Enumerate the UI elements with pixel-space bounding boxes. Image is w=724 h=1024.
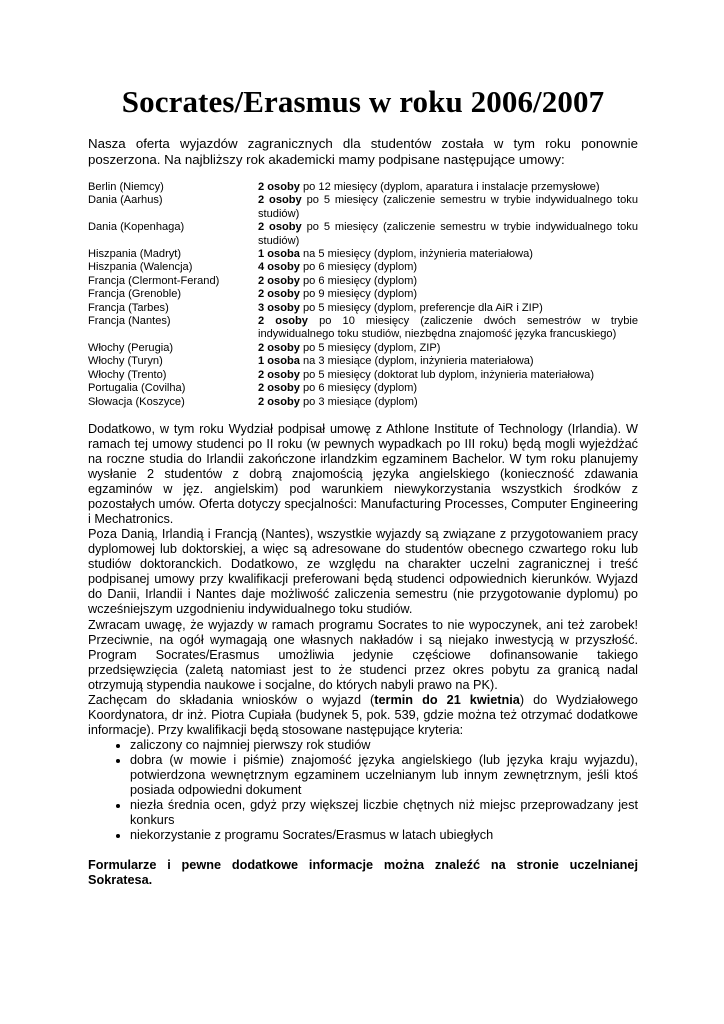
criteria-item: • niezła średnia ocen, gdyż przy większej liczbie chętnych niż miejsc przeprowadzany jest konkurs — [130, 798, 638, 828]
agreement-details: po 12 miesięcy (dyplom, aparatura i instalacje przemysłowe) — [299, 181, 600, 193]
agreement-row — [88, 315, 638, 342]
agreement-description — [258, 288, 638, 301]
agreement-count: 2 osoby — [258, 274, 300, 287]
agreement-description — [258, 221, 638, 248]
agreement-count: 2 osoby — [258, 181, 300, 193]
scope-paragraph: Poza Danią, Irlandią i Francją (Nantes), wszystkie wyjazdy są związane z przygotowaniem pracy dyplomowej lub doktorskiej, a więc są adresowane do studentów obecnego czwartego roku lub studiów doktoranckich. Dodatkowo, ze względu na charakter uczelni zagranicznej i treść podpisanej umowy przy kwalifikacji preferowani będą studenci odpowiednich kierunków. Wyjazd do Danii, Irlandii i Nantes daje możliwość zaliczenia semestru (nie przygotowanie dyplomu) po wcześniejszym uzgodnieniu indywidualnego toku studiów. — [88, 527, 638, 617]
agreement-city: Włochy (Perugia) — [88, 341, 174, 354]
application-text-start: Zachęcam do składania wniosków o wyjazd ( — [88, 692, 375, 707]
agreement-description — [258, 275, 638, 288]
footer-note: Formularze i pewne dodatkowe informacje można znaleźć na stronie uczelnianej Sokratesa. — [88, 858, 638, 888]
agreement-row — [88, 248, 638, 261]
agreement-count: 1 osoba — [258, 355, 300, 368]
agreement-count: 2 osoby — [258, 341, 300, 354]
application-text-end: ) do Wydziałowego Koordynatora, dr inż. Piotra Cupiała (budynek 5, pok. 539, gdzie można też otrzymać dodatkowe informacje). Przy kwalifikacji będą stosowane następujące kryteria: — [88, 692, 638, 737]
agreement-count: 2 osoby — [258, 221, 302, 234]
agreement-row — [88, 181, 638, 194]
agreement-details: po 5 miesięcy (doktorat lub dyplom, inżynieria materiałowa) — [299, 368, 595, 381]
agreement-city: Włochy (Trento) — [88, 368, 167, 381]
agreement-details: po 5 miesięcy (dyplom, preferencje dla AiR i ZIP) — [299, 301, 543, 314]
agreement-count: 2 osoby — [258, 288, 300, 301]
agreement-city: Francja (Tarbes) — [88, 301, 169, 314]
notice-paragraph: Zwracam uwagę, że wyjazdy w ramach programu Socrates to nie wypoczynek, ani też zarobek! Przeciwnie, na ogół wymagają one własnych nakładów i są niejako inwestycją w przyszłość. Program Socrates/Erasmus umożliwia jedynie częściowe dofinansowanie takiego przedsięwzięcia (zaletą natomiast jest to że studenci przez okres pobytu za granicą nadal otrzymują stypendia naukowe i socjalne, do których nabyli prawo na PK). — [88, 617, 638, 692]
agreement-details: po 10 miesięcy (zaliczenie dwóch semestrów w trybie indywidualnego toku studiów, niezbędna znajomość języka francuskiego) — [258, 315, 638, 341]
agreement-description — [258, 302, 638, 315]
application-paragraph — [88, 693, 638, 738]
agreement-description — [258, 315, 638, 342]
agreement-city: Słowacja (Koszyce) — [88, 395, 185, 408]
agreement-city: Francja (Clermont-Ferand) — [88, 274, 220, 287]
agreement-description — [258, 261, 638, 274]
criteria-list — [88, 738, 638, 843]
agreement-details: po 5 miesięcy (zaliczenie semestru w trybie indywidualnego toku studiów) — [258, 194, 638, 220]
agreement-description — [258, 396, 638, 409]
intro-paragraph: Nasza oferta wyjazdów zagranicznych dla studentów została w tym roku ponownie poszerzona. Na najbliższy rok akademicki mamy podpisane następujące umowy: — [88, 136, 638, 167]
agreement-description — [258, 181, 638, 194]
agreement-details: po 5 miesięcy (zaliczenie semestru w trybie indywidualnego toku studiów) — [258, 221, 638, 247]
agreement-city: Francja (Nantes) — [88, 315, 171, 328]
agreement-count: 3 osoby — [258, 301, 300, 314]
agreement-details: po 6 miesięcy (dyplom) — [299, 261, 418, 274]
agreement-count: 1 osoba — [258, 248, 300, 261]
deadline: termin do 21 kwietnia — [374, 692, 520, 707]
criteria-item: • dobra (w mowie i piśmie) znajomość języka angielskiego (lub języka kraju wyjazdu), potwierdzona wewnętrznym egzaminem uczelnianym lub innym zewnętrznym, jeśli ktoś posiada odpowiedni dokument — [130, 753, 638, 798]
agreement-row — [88, 221, 638, 248]
agreement-row — [88, 302, 638, 315]
agreement-description — [258, 342, 638, 355]
agreement-row — [88, 288, 638, 301]
agreement-count: 2 osoby — [258, 368, 300, 381]
agreement-details: po 9 miesięcy (dyplom) — [299, 288, 418, 301]
agreement-details: po 5 miesięcy (dyplom, ZIP) — [299, 341, 441, 354]
agreement-description — [258, 248, 638, 261]
agreement-city: Portugalia (Covilha) — [88, 382, 186, 395]
criteria-item: • niekorzystanie z programu Socrates/Erasmus w latach ubiegłych — [130, 828, 638, 843]
agreement-row — [88, 382, 638, 395]
agreement-row — [88, 275, 638, 288]
agreement-details: po 6 miesięcy (dyplom) — [299, 274, 418, 287]
agreement-city: Hiszpania (Madryt) — [88, 248, 182, 261]
agreement-row — [88, 194, 638, 221]
agreements-table — [88, 181, 638, 409]
agreement-row — [88, 396, 638, 409]
agreement-description — [258, 382, 638, 395]
agreement-details: na 3 miesiące (dyplom, inżynieria materiałowa) — [299, 355, 534, 368]
agreement-count: 2 osoby — [258, 194, 302, 207]
agreement-row — [88, 355, 638, 368]
agreement-description — [258, 369, 638, 382]
agreement-city: Włochy (Turyn) — [88, 355, 163, 368]
criteria-item: • zaliczony co najmniej pierwszy rok studiów — [130, 738, 638, 753]
agreement-city: Dania (Aarhus) — [88, 194, 163, 207]
agreement-count: 2 osoby — [258, 395, 300, 408]
agreement-description — [258, 194, 638, 221]
agreements-list — [88, 181, 638, 409]
agreement-row — [88, 369, 638, 382]
agreement-count: 2 osoby — [258, 315, 308, 328]
agreement-row — [88, 261, 638, 274]
ireland-paragraph: Dodatkowo, w tym roku Wydział podpisał umowę z Athlone Institute of Technology (Irlandia). W ramach tej umowy studenci po II roku (w pewnych wypadkach po III roku) będą mogli wyjeżdżać na roczne studia do Irlandii zakończone irlandzkim egzaminem Bachelor. W tym roku planujemy wysłanie 2 studentów z dobrą znajomością języka angielskiego (konieczność zdawania egzaminów w jęz. angielskim) pod warunkiem niewykorzystania wszystkich środków z pozostałych umów. Oferta dotyczy specjalności: Manufacturing Processes, Computer Engineering i Mechatronics. — [88, 421, 638, 527]
agreement-count: 2 osoby — [258, 382, 300, 395]
agreement-city: Berlin (Niemcy) — [88, 181, 164, 193]
agreement-row — [88, 342, 638, 355]
agreement-city: Hiszpania (Walencja) — [88, 261, 193, 274]
agreement-details: na 5 miesięcy (dyplom, inżynieria materiałowa) — [299, 248, 533, 261]
agreement-count: 4 osoby — [258, 261, 300, 274]
agreement-city: Dania (Kopenhaga) — [88, 221, 185, 234]
page-title: Socrates/Erasmus w roku 2006/2007 — [121, 84, 605, 119]
agreement-description — [258, 355, 638, 368]
body-text — [88, 422, 638, 843]
agreement-details: po 3 miesiące (dyplom) — [299, 395, 418, 408]
agreement-details: po 6 miesięcy (dyplom) — [299, 382, 418, 395]
agreement-city: Francja (Grenoble) — [88, 288, 182, 301]
